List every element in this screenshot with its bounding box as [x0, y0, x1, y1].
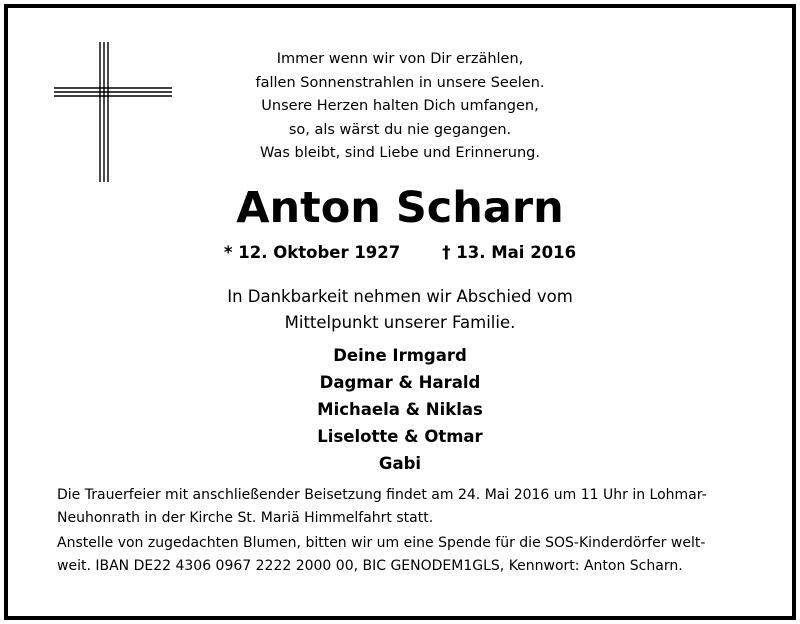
memorial-poem: [200, 48, 600, 166]
mourners-list: [0, 342, 800, 477]
funeral-info-line: Die Trauerfeier mit anschließender Beisetzung findet am 24. Mai 2016 um 11 Uhr in Lohmar-: [57, 487, 707, 503]
funeral-info: [57, 484, 757, 530]
life-dates: [0, 240, 800, 266]
mourner-name: Michaela & Niklas: [317, 400, 483, 419]
donation-info-line: Anstelle von zugedachten Blumen, bitten wir um eine Spende für die SOS-Kinderdörfer welt-: [57, 535, 706, 551]
deceased-name: Anton Scharn: [236, 183, 564, 233]
poem-line: Unsere Herzen halten Dich umfangen,: [261, 98, 539, 114]
cross-icon: [54, 42, 172, 182]
gratitude-line: In Dankbarkeit nehmen wir Abschied vom: [227, 287, 573, 306]
gratitude-text: [0, 284, 800, 336]
gratitude-line: Mittelpunkt unserer Familie.: [284, 313, 516, 332]
poem-line: Was bleibt, sind Liebe und Erinnerung.: [260, 145, 540, 161]
donation-info-line: weit. IBAN DE22 4306 0967 2222 2000 00, BIC GENODEM1GLS, Kennwort: Anton Scharn.: [57, 558, 683, 574]
poem-line: Immer wenn wir von Dir erzählen,: [276, 51, 524, 67]
death-date: † 13. Mai 2016: [442, 243, 577, 262]
donation-info: [57, 532, 757, 578]
poem-line: so, als wärst du nie gegangen.: [288, 121, 512, 138]
mourner-name: Deine Irmgard: [333, 346, 467, 365]
poem-line: fallen Sonnenstrahlen in unsere Seelen.: [255, 74, 545, 91]
mourner-name: Liselotte & Otmar: [317, 427, 483, 446]
funeral-info-line: Neuhonrath in der Kirche St. Mariä Himmelfahrt statt.: [57, 510, 434, 526]
mourner-name: Gabi: [378, 454, 422, 473]
mourner-name: Dagmar & Harald: [319, 373, 481, 392]
birth-date: * 12. Oktober 1927: [223, 243, 401, 262]
